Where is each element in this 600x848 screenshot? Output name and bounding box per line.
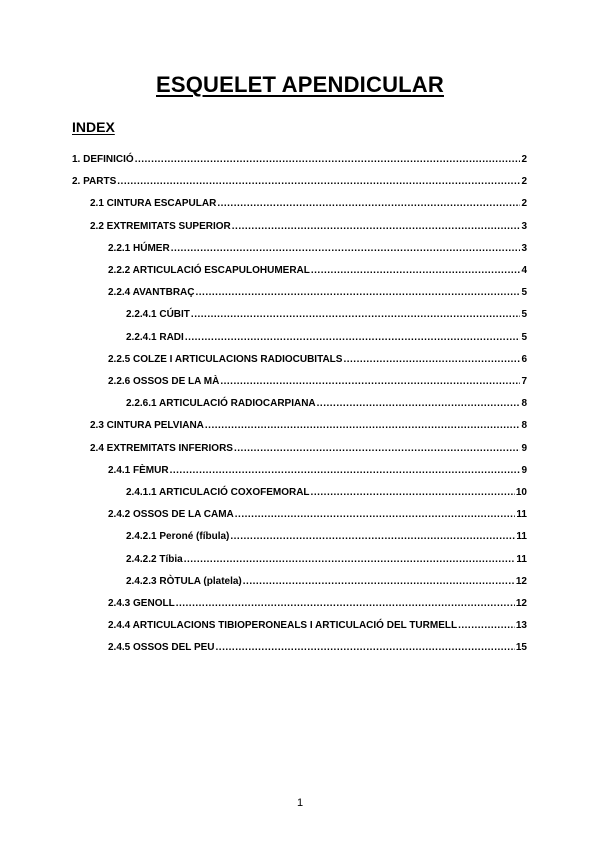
toc-dot-leader bbox=[317, 398, 521, 410]
toc-entry-label: 2. PARTS bbox=[72, 176, 117, 188]
toc-entry-label: 2.4.5 OSSOS DEL PEU bbox=[108, 642, 215, 654]
toc-entry-page: 5 bbox=[521, 331, 527, 343]
toc-dot-leader bbox=[311, 487, 515, 499]
toc-dot-leader bbox=[343, 354, 520, 366]
toc-entry[interactable] bbox=[108, 287, 527, 299]
toc-entry-page: 3 bbox=[521, 220, 527, 232]
toc-dot-leader bbox=[243, 576, 515, 588]
toc-entry-page: 9 bbox=[521, 464, 527, 476]
toc-entry-label: 2.2.6.1 ARTICULACIÓ RADIOCARPIANA bbox=[126, 398, 316, 410]
toc-dot-leader bbox=[220, 376, 520, 388]
toc-entry-label: 2.3 CINTURA PELVIANA bbox=[90, 420, 204, 432]
toc-entry-label: 2.2 EXTREMITATS SUPERIOR bbox=[90, 220, 231, 232]
toc-entry[interactable] bbox=[108, 465, 527, 477]
toc-dot-leader bbox=[176, 598, 515, 610]
toc-entry-label: 2.2.4.1 CÚBIT bbox=[126, 309, 190, 321]
toc-entry-page: 13 bbox=[515, 620, 527, 632]
toc-dot-leader bbox=[196, 287, 521, 299]
toc-entry-page: 8 bbox=[521, 420, 527, 432]
toc-dot-leader bbox=[216, 642, 515, 654]
toc-entry-page: 10 bbox=[515, 487, 527, 498]
toc-entry-label: 1. DEFINICIÓ bbox=[72, 154, 134, 165]
toc-entry-label: 2.4.2.2 Tíbia bbox=[126, 553, 183, 565]
toc-entry-page: 11 bbox=[516, 509, 527, 521]
toc-entry[interactable] bbox=[72, 176, 527, 188]
toc-dot-leader bbox=[184, 554, 516, 566]
document-title: ESQUELET APENDICULAR bbox=[156, 72, 444, 97]
toc-entry-label: 2.2.6 OSSOS DE LA MÀ bbox=[108, 376, 220, 387]
toc-entry-label: 2.4 EXTREMITATS INFERIORS bbox=[90, 442, 233, 454]
toc-dot-leader bbox=[232, 221, 521, 233]
toc-entry[interactable] bbox=[126, 332, 527, 344]
toc-entry-page: 11 bbox=[516, 531, 527, 543]
toc-entry[interactable] bbox=[108, 376, 527, 388]
toc-entry[interactable] bbox=[108, 642, 527, 654]
toc-entry-label: 2.4.2.3 RÒTULA (platela) bbox=[126, 575, 242, 587]
toc-entry[interactable] bbox=[90, 198, 527, 210]
toc-entry-label: 2.2.4.1 RADI bbox=[126, 331, 184, 343]
toc-dot-leader bbox=[191, 309, 521, 321]
toc-dot-leader bbox=[458, 620, 515, 632]
toc-entry-label: 2.2.2 ARTICULACIÓ ESCAPULOHUMERAL bbox=[108, 265, 310, 276]
toc-entry[interactable] bbox=[126, 398, 527, 410]
toc-entry-page: 2 bbox=[521, 154, 527, 165]
toc-entry-label: 2.2.5 COLZE I ARTICULACIONS RADIOCUBITALS bbox=[108, 353, 343, 365]
toc-dot-leader bbox=[170, 465, 521, 477]
toc-entry[interactable] bbox=[108, 620, 527, 632]
toc-entry[interactable] bbox=[126, 576, 527, 588]
toc-entry-page: 12 bbox=[515, 575, 527, 587]
toc-dot-leader bbox=[235, 509, 516, 521]
toc-entry-label: 2.4.1.1 ARTICULACIÓ COXOFEMORAL bbox=[126, 487, 310, 498]
toc-entry[interactable] bbox=[126, 487, 527, 499]
toc-entry-label: 2.1 CINTURA ESCAPULAR bbox=[90, 198, 217, 210]
toc-entry-label: 2.4.2.1 Peroné (fíbula) bbox=[126, 531, 230, 543]
toc-entry[interactable] bbox=[108, 598, 527, 610]
toc-entry-page: 9 bbox=[521, 442, 527, 454]
index-heading: INDEX bbox=[72, 119, 115, 135]
toc-entry[interactable] bbox=[90, 420, 527, 432]
toc-entry-label: 2.4.4 ARTICULACIONS TIBIOPERONEALS I ARTICULACIÓ DEL TURMELL bbox=[108, 620, 458, 632]
toc-entry-page: 15 bbox=[515, 642, 527, 654]
toc-entry-page: 8 bbox=[521, 398, 527, 410]
toc-dot-leader bbox=[234, 443, 520, 455]
toc-dot-leader bbox=[185, 332, 521, 344]
toc-dot-leader bbox=[205, 420, 521, 432]
toc-entry-page: 11 bbox=[516, 553, 527, 565]
toc-entry-label: 2.2.1 HÚMER bbox=[108, 242, 170, 254]
toc-dot-leader bbox=[135, 154, 521, 166]
toc-entry[interactable] bbox=[90, 443, 527, 455]
toc-entry-page: 3 bbox=[521, 242, 527, 254]
toc-dot-leader bbox=[117, 176, 520, 188]
toc-entry[interactable] bbox=[108, 265, 527, 277]
toc-dot-leader bbox=[171, 243, 521, 255]
toc-entry-page: 5 bbox=[521, 309, 527, 321]
toc-entry[interactable] bbox=[108, 243, 527, 255]
toc-entry-page: 2 bbox=[521, 176, 527, 188]
toc-entry-page: 6 bbox=[521, 353, 527, 365]
toc-entry[interactable] bbox=[126, 531, 527, 543]
toc-entry-page: 4 bbox=[521, 265, 527, 276]
toc-entry-page: 2 bbox=[521, 198, 527, 210]
toc-entry[interactable] bbox=[126, 554, 527, 566]
toc-entry-page: 12 bbox=[515, 598, 527, 609]
toc-entry[interactable] bbox=[72, 154, 527, 166]
page-number: 1 bbox=[296, 797, 304, 809]
toc-entry[interactable] bbox=[108, 354, 527, 366]
toc-entry[interactable] bbox=[90, 221, 527, 233]
toc-dot-leader bbox=[311, 265, 521, 277]
toc-dot-leader bbox=[230, 531, 515, 543]
toc-entry-label: 2.4.1 FÈMUR bbox=[108, 464, 169, 476]
toc-entry-label: 2.4.2 OSSOS DE LA CAMA bbox=[108, 509, 234, 521]
toc-entry-page: 5 bbox=[521, 287, 527, 299]
toc-entry-label: 2.4.3 GENOLL bbox=[108, 598, 175, 609]
toc-entry-label: 2.2.4 AVANTBRAÇ bbox=[108, 287, 195, 299]
toc-dot-leader bbox=[217, 198, 520, 210]
toc-entry[interactable] bbox=[108, 509, 527, 521]
toc-entry[interactable] bbox=[126, 309, 527, 321]
toc-entry-page: 7 bbox=[521, 376, 527, 387]
